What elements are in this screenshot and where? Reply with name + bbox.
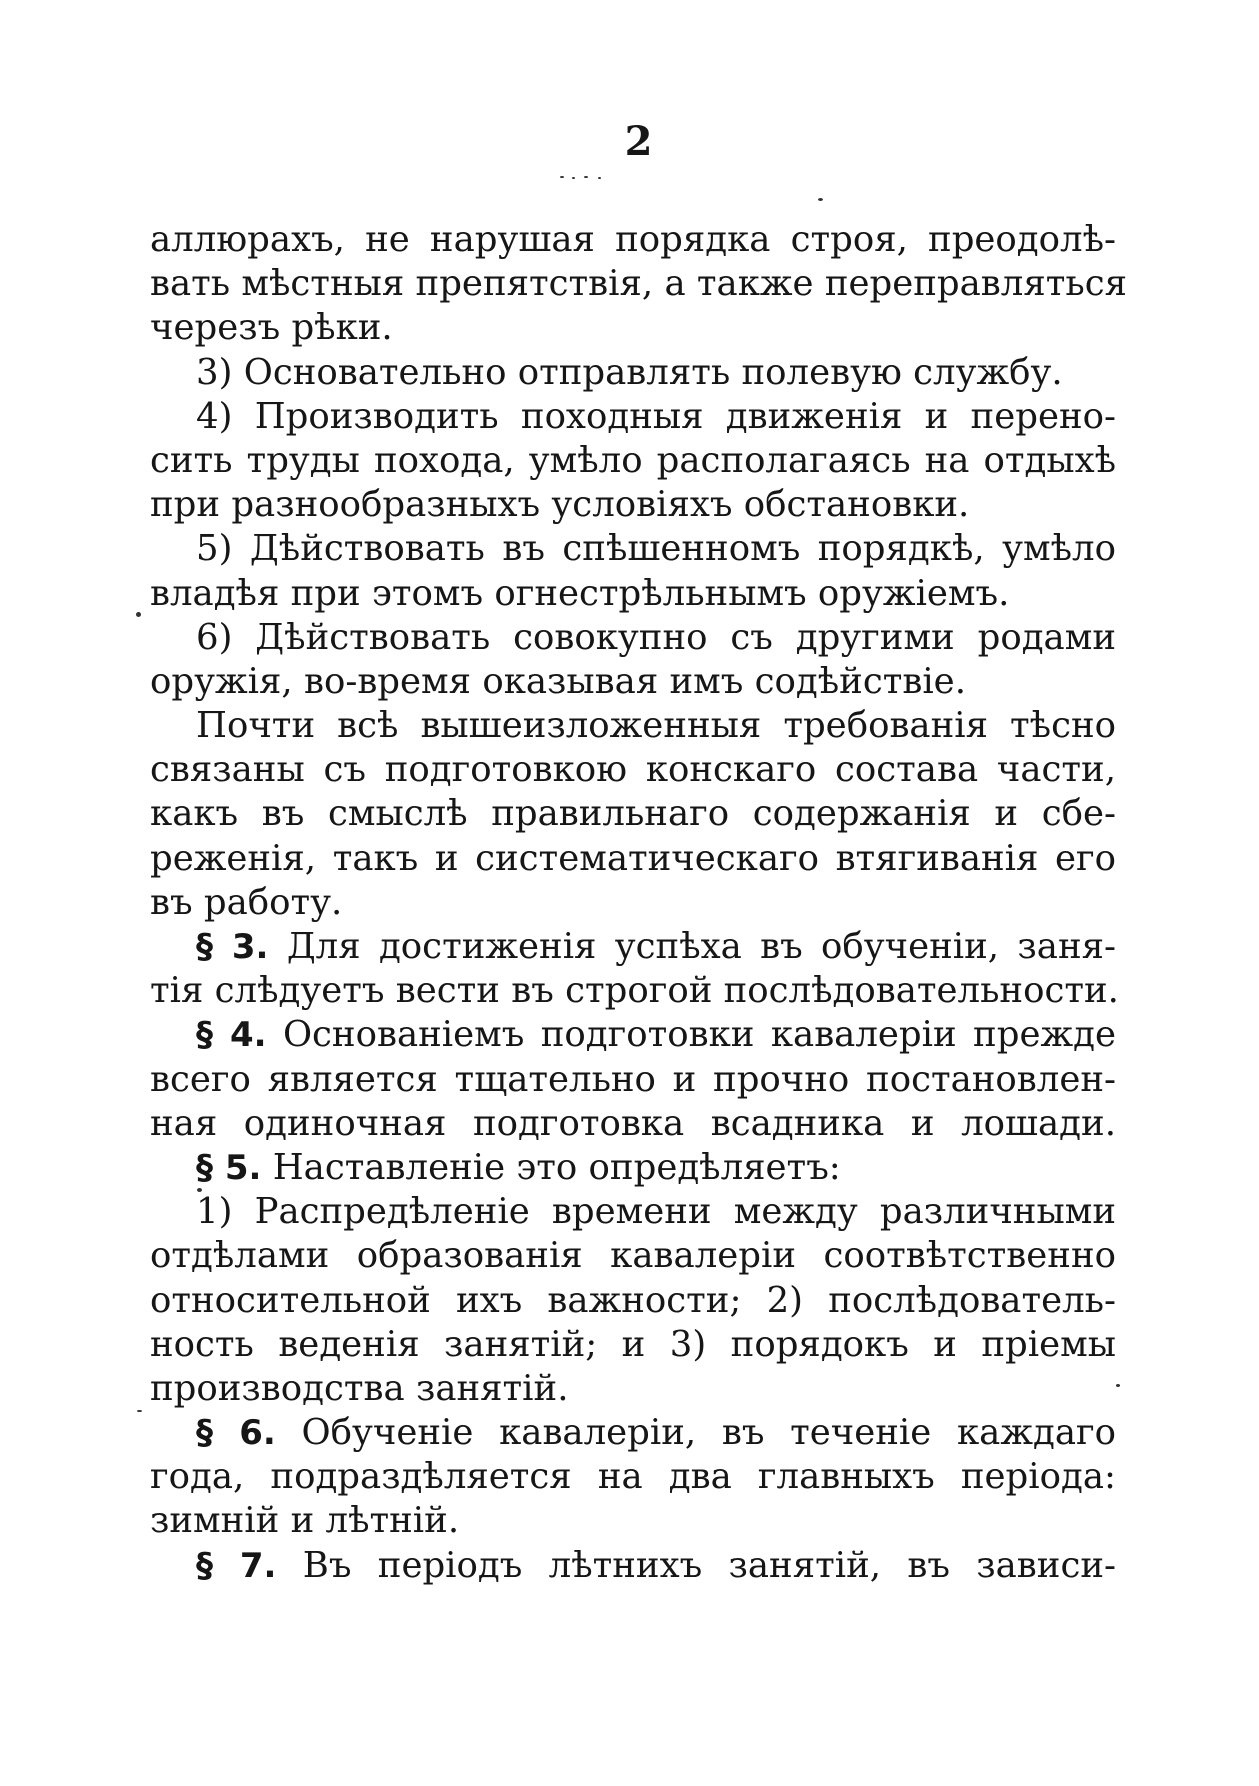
- text-line: вать мѣстныя препятствія, а также переправляться: [150, 263, 1127, 305]
- text-line: 1) Распредѣленіе времени между различными: [196, 1191, 1116, 1233]
- text-line: 5) Дѣйствовать въ спѣшенномъ порядкѣ, умѣло: [196, 528, 1116, 570]
- page-number: 2: [624, 118, 653, 165]
- text-line: 4) Производить походныя движенія и перено-: [196, 395, 1116, 437]
- paragraph: [150, 704, 1116, 925]
- paragraph: [150, 616, 1116, 704]
- text-line: реженія, такъ и систематическаго втягиванія его: [150, 837, 1116, 879]
- section-paragraph: [150, 1146, 1116, 1190]
- text-line: 6) Дѣйствовать совокупно съ другими родами: [196, 616, 1116, 658]
- text-line: связаны съ подготовкою конскаго состава части,: [150, 749, 1116, 791]
- section-paragraph: [150, 1411, 1116, 1544]
- text-line: [150, 1544, 1116, 1588]
- text-line: [150, 1013, 1116, 1057]
- text-line: ность веденія занятій; и 3) порядокъ и пріемы: [150, 1323, 1116, 1365]
- text-line: зимній и лѣтній.: [150, 1500, 460, 1542]
- text-line: 3) Основательно отправлять полевую службу.: [196, 351, 1063, 393]
- text-line: года, подраздѣляется на два главныхъ періода:: [150, 1456, 1116, 1498]
- text-fragment: Наставленіе это опредѣляетъ:: [272, 1146, 841, 1188]
- text-line: аллюрахъ, не нарушая порядка строя, преодолѣ-: [150, 219, 1116, 260]
- paragraph: [150, 527, 1116, 615]
- text-line: [150, 925, 1116, 969]
- text-line: [150, 1146, 1116, 1190]
- scan-speck: [598, 177, 601, 179]
- text-line: въ работу.: [150, 881, 343, 923]
- scan-speck: [1116, 1384, 1120, 1387]
- body-text: [150, 218, 1127, 1588]
- text-line: относительной ихъ важности; 2) послѣдователь-: [150, 1279, 1116, 1321]
- text-line: отдѣлами образованія кавалеріи соотвѣтственно: [150, 1235, 1116, 1277]
- text-line: сить труды похода, умѣло располагаясь на отдыхѣ: [150, 439, 1116, 481]
- scan-speck: [136, 612, 141, 617]
- paragraph: [150, 351, 1116, 395]
- section-number: § 7.: [196, 1545, 277, 1586]
- text-line: производства занятій.: [150, 1367, 569, 1409]
- paragraph: [150, 395, 1116, 528]
- scan-speck: [584, 176, 588, 178]
- section-number: § 4.: [196, 1015, 267, 1056]
- text-line: [150, 1411, 1116, 1455]
- text-line: ная одиночная подготовка всадника и лошади.: [150, 1102, 1116, 1144]
- text-fragment: Обученіе кавалеріи, въ теченіе каждаго: [301, 1412, 1116, 1454]
- section-paragraph: [150, 1013, 1116, 1146]
- scan-speck: [572, 177, 575, 179]
- section-number: § 3.: [196, 927, 269, 967]
- scan-speck: [137, 1410, 142, 1412]
- text-line: Почти всѣ вышеизложенныя требованія тѣсно: [196, 705, 1116, 747]
- text-fragment: Для достиженія успѣха въ обученіи, заня-: [286, 926, 1117, 967]
- text-line: какъ въ смыслѣ правильнаго содержанія и сбе-: [150, 793, 1116, 835]
- section-number: § 6.: [196, 1413, 276, 1454]
- text-line: владѣя при этомъ огнестрѣльнымъ оружіемъ.: [150, 572, 1010, 614]
- text-line: оружія, во-время оказывая имъ содѣйствіе.: [150, 660, 966, 702]
- text-line: при разнообразныхъ условіяхъ обстановки.: [150, 484, 970, 526]
- section-number: § 5.: [196, 1147, 262, 1188]
- section-paragraph: [150, 925, 1119, 1013]
- scan-speck: [560, 176, 564, 178]
- text-fragment: Въ періодъ лѣтнихъ занятій, въ зависи-: [302, 1544, 1116, 1586]
- text-line: тія слѣдуетъ вести въ строгой послѣдовательности.: [150, 970, 1119, 1012]
- text-fragment: Основаніемъ подготовки кавалеріи прежде: [282, 1014, 1116, 1056]
- text-line: всего является тщательно и прочно постановлен-: [150, 1058, 1116, 1100]
- paragraph: [150, 218, 1127, 351]
- scan-speck: [818, 198, 823, 201]
- paragraph: [150, 1190, 1116, 1411]
- text-line: черезъ рѣки.: [150, 307, 393, 349]
- section-paragraph: [150, 1544, 1116, 1588]
